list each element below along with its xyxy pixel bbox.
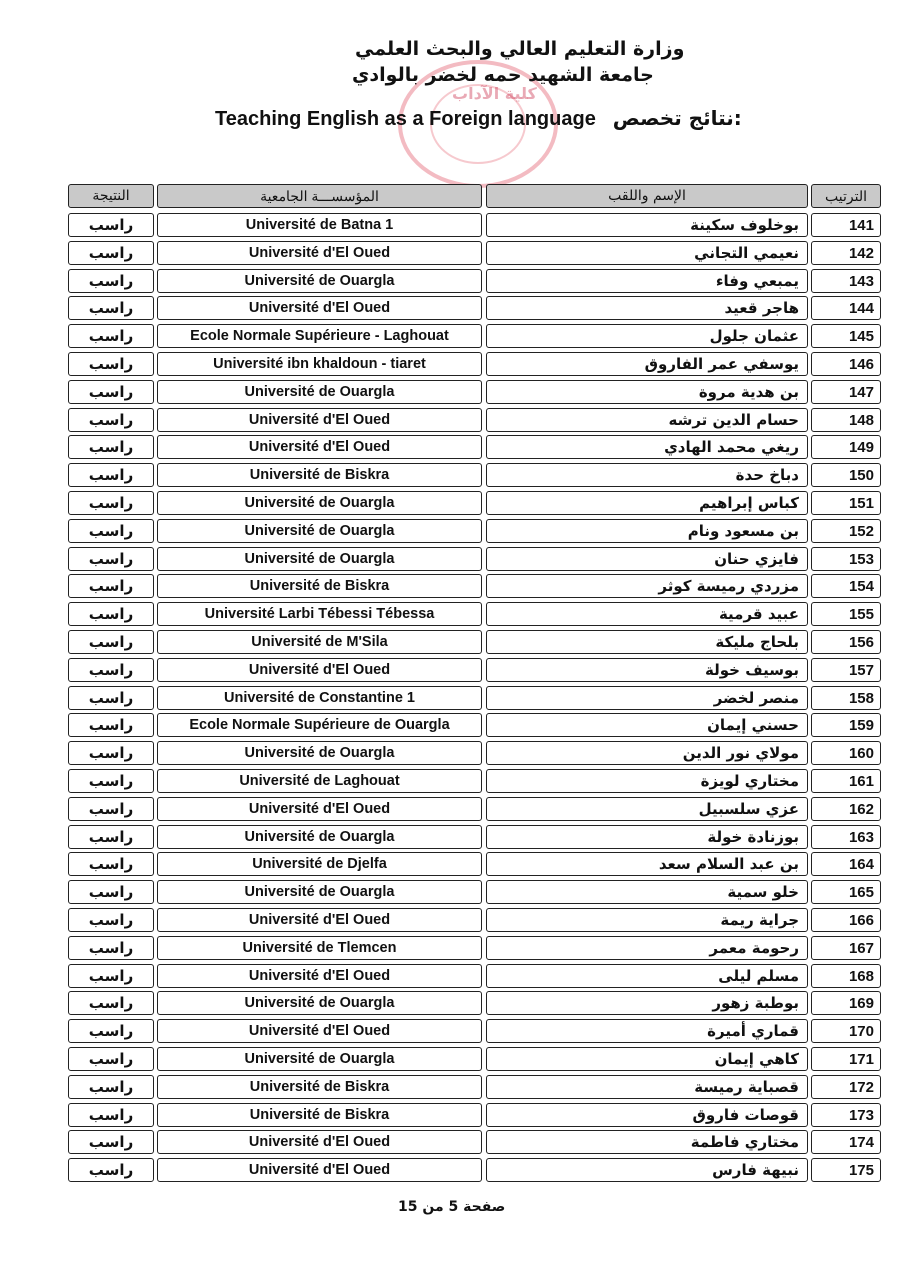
university-heading: جامعة الشهيد حمه لخضر بالوادي	[352, 64, 654, 86]
cell-name: منصر لخضر	[486, 686, 808, 710]
cell-rank: 150	[811, 463, 881, 487]
cell-institution: Université de Ouargla	[157, 547, 482, 571]
cell-name: ريغي محمد الهادي	[486, 435, 808, 459]
table-row	[0, 269, 899, 293]
cell-institution: Université d'El Oued	[157, 1158, 482, 1182]
stamp-text: كلية الآداب	[452, 84, 537, 103]
cell-result: راسب	[68, 324, 154, 348]
cell-name: مسلم ليلى	[486, 964, 808, 988]
cell-institution: Université de Ouargla	[157, 991, 482, 1015]
cell-rank: 166	[811, 908, 881, 932]
table-row	[0, 797, 899, 821]
cell-name: فايزي حنان	[486, 547, 808, 571]
cell-name: يوسفي عمر الفاروق	[486, 352, 808, 376]
table-row	[0, 630, 899, 654]
cell-result: راسب	[68, 1103, 154, 1127]
cell-institution: Université de Ouargla	[157, 825, 482, 849]
table-row	[0, 825, 899, 849]
cell-result: راسب	[68, 213, 154, 237]
cell-result: راسب	[68, 435, 154, 459]
cell-result: راسب	[68, 269, 154, 293]
cell-rank: 154	[811, 574, 881, 598]
cell-name: كباس إبراهيم	[486, 491, 808, 515]
table-row	[0, 1047, 899, 1071]
ministry-heading: وزارة التعليم العالي والبحث العلمي	[355, 38, 685, 60]
cell-result: راسب	[68, 296, 154, 320]
cell-result: راسب	[68, 797, 154, 821]
cell-rank: 156	[811, 630, 881, 654]
cell-rank: 155	[811, 602, 881, 626]
cell-rank: 164	[811, 852, 881, 876]
cell-result: راسب	[68, 658, 154, 682]
cell-rank: 145	[811, 324, 881, 348]
table-row	[0, 880, 899, 904]
cell-rank: 151	[811, 491, 881, 515]
cell-rank: 174	[811, 1130, 881, 1154]
cell-rank: 165	[811, 880, 881, 904]
cell-name: قماري أميرة	[486, 1019, 808, 1043]
cell-institution: Université de M'Sila	[157, 630, 482, 654]
cell-institution: Université de Ouargla	[157, 269, 482, 293]
cell-result: راسب	[68, 547, 154, 571]
table-row	[0, 1103, 899, 1127]
cell-name: بوخلوف سكينة	[486, 213, 808, 237]
cell-result: راسب	[68, 1019, 154, 1043]
cell-result: راسب	[68, 602, 154, 626]
cell-name: جراية ريمة	[486, 908, 808, 932]
table-row	[0, 463, 899, 487]
cell-institution: Université d'El Oued	[157, 408, 482, 432]
cell-institution: Université d'El Oued	[157, 658, 482, 682]
table-row	[0, 741, 899, 765]
cell-name: كاهي إيمان	[486, 1047, 808, 1071]
cell-institution: Université de Tlemcen	[157, 936, 482, 960]
cell-name: قصباية رميسة	[486, 1075, 808, 1099]
cell-rank: 170	[811, 1019, 881, 1043]
cell-name: نبيهة فارس	[486, 1158, 808, 1182]
cell-rank: 172	[811, 1075, 881, 1099]
table-row	[0, 658, 899, 682]
cell-result: راسب	[68, 1075, 154, 1099]
table-row	[0, 936, 899, 960]
cell-result: راسب	[68, 463, 154, 487]
cell-institution: Université de Biskra	[157, 1075, 482, 1099]
cell-name: مختاري لويزة	[486, 769, 808, 793]
cell-rank: 171	[811, 1047, 881, 1071]
cell-result: راسب	[68, 852, 154, 876]
cell-institution: Université de Laghouat	[157, 769, 482, 793]
cell-institution: Ecole Normale Supérieure de Ouargla	[157, 713, 482, 737]
table-row	[0, 713, 899, 737]
table-row	[0, 908, 899, 932]
table-row	[0, 213, 899, 237]
column-header-result: النتيجة	[68, 184, 154, 208]
cell-name: نعيمي التجاني	[486, 241, 808, 265]
page-number: صفحة 5 من 15	[398, 1199, 506, 1215]
cell-result: راسب	[68, 825, 154, 849]
cell-institution: Université d'El Oued	[157, 296, 482, 320]
cell-result: راسب	[68, 991, 154, 1015]
cell-name: عبيد قرمية	[486, 602, 808, 626]
cell-rank: 162	[811, 797, 881, 821]
table-header	[0, 184, 899, 208]
cell-rank: 173	[811, 1103, 881, 1127]
table-row	[0, 519, 899, 543]
table-row	[0, 574, 899, 598]
cell-result: راسب	[68, 713, 154, 737]
cell-rank: 160	[811, 741, 881, 765]
cell-name: مختاري فاطمة	[486, 1130, 808, 1154]
cell-result: راسب	[68, 769, 154, 793]
cell-result: راسب	[68, 686, 154, 710]
cell-result: راسب	[68, 936, 154, 960]
table-row	[0, 352, 899, 376]
cell-name: رحومة معمر	[486, 936, 808, 960]
cell-rank: 158	[811, 686, 881, 710]
cell-rank: 146	[811, 352, 881, 376]
cell-institution: Université de Ouargla	[157, 491, 482, 515]
cell-result: راسب	[68, 1130, 154, 1154]
cell-institution: Université de Constantine 1	[157, 686, 482, 710]
table-row	[0, 380, 899, 404]
cell-rank: 161	[811, 769, 881, 793]
table-row	[0, 547, 899, 571]
table-row	[0, 1075, 899, 1099]
cell-result: راسب	[68, 880, 154, 904]
cell-institution: Université de Ouargla	[157, 880, 482, 904]
specialty-name: Teaching English as a Foreign language	[215, 108, 596, 130]
results-label: نتائج تخصص:	[612, 106, 742, 130]
cell-result: راسب	[68, 491, 154, 515]
table-row	[0, 769, 899, 793]
cell-institution: Université de Batna 1	[157, 213, 482, 237]
cell-name: بن هدية مروة	[486, 380, 808, 404]
cell-rank: 159	[811, 713, 881, 737]
cell-result: راسب	[68, 741, 154, 765]
table-row	[0, 1019, 899, 1043]
cell-result: راسب	[68, 574, 154, 598]
cell-rank: 175	[811, 1158, 881, 1182]
cell-name: دباخ حدة	[486, 463, 808, 487]
cell-institution: Université de Ouargla	[157, 519, 482, 543]
cell-rank: 169	[811, 991, 881, 1015]
cell-name: مزردي رميسة كوثر	[486, 574, 808, 598]
cell-name: بلحاج مليكة	[486, 630, 808, 654]
cell-institution: Université d'El Oued	[157, 964, 482, 988]
cell-result: راسب	[68, 519, 154, 543]
cell-rank: 143	[811, 269, 881, 293]
cell-institution: Université de Biskra	[157, 463, 482, 487]
cell-result: راسب	[68, 352, 154, 376]
cell-name: بن مسعود ونام	[486, 519, 808, 543]
table-row	[0, 1130, 899, 1154]
cell-result: راسب	[68, 964, 154, 988]
cell-institution: Université de Ouargla	[157, 1047, 482, 1071]
table-row	[0, 991, 899, 1015]
table-row	[0, 241, 899, 265]
cell-name: يمبعي وفاء	[486, 269, 808, 293]
cell-name: هاجر قعيد	[486, 296, 808, 320]
cell-result: راسب	[68, 908, 154, 932]
table-row	[0, 491, 899, 515]
cell-result: راسب	[68, 380, 154, 404]
cell-institution: Université d'El Oued	[157, 241, 482, 265]
cell-rank: 152	[811, 519, 881, 543]
cell-name: مولاي نور الدين	[486, 741, 808, 765]
cell-institution: Université d'El Oued	[157, 435, 482, 459]
cell-name: بوزنادة خولة	[486, 825, 808, 849]
cell-rank: 149	[811, 435, 881, 459]
cell-rank: 141	[811, 213, 881, 237]
cell-institution: Université de Djelfa	[157, 852, 482, 876]
table-row	[0, 852, 899, 876]
cell-result: راسب	[68, 241, 154, 265]
cell-name: حسام الدين ترشه	[486, 408, 808, 432]
cell-rank: 142	[811, 241, 881, 265]
table-row	[0, 686, 899, 710]
table-row	[0, 964, 899, 988]
cell-institution: Ecole Normale Supérieure - Laghouat	[157, 324, 482, 348]
table-row	[0, 408, 899, 432]
table-row	[0, 324, 899, 348]
cell-rank: 144	[811, 296, 881, 320]
cell-result: راسب	[68, 1158, 154, 1182]
cell-rank: 163	[811, 825, 881, 849]
cell-rank: 168	[811, 964, 881, 988]
cell-rank: 148	[811, 408, 881, 432]
cell-result: راسب	[68, 630, 154, 654]
cell-institution: Université ibn khaldoun - tiaret	[157, 352, 482, 376]
cell-name: بن عبد السلام سعد	[486, 852, 808, 876]
cell-institution: Université de Biskra	[157, 574, 482, 598]
cell-name: بوطبة زهور	[486, 991, 808, 1015]
cell-rank: 147	[811, 380, 881, 404]
cell-name: عزي سلسبيل	[486, 797, 808, 821]
cell-institution: Université d'El Oued	[157, 1019, 482, 1043]
specialty-title	[215, 106, 742, 131]
table-row	[0, 296, 899, 320]
cell-name: بوسيف خولة	[486, 658, 808, 682]
cell-name: عثمان جلول	[486, 324, 808, 348]
column-header-name: الإسم واللقب	[486, 184, 808, 208]
cell-rank: 157	[811, 658, 881, 682]
cell-result: راسب	[68, 1047, 154, 1071]
cell-institution: Université Larbi Tébessi Tébessa	[157, 602, 482, 626]
cell-name: قوصات فاروق	[486, 1103, 808, 1127]
table-row	[0, 435, 899, 459]
cell-institution: Université d'El Oued	[157, 908, 482, 932]
cell-institution: Université de Ouargla	[157, 380, 482, 404]
column-header-rank: الترتيب	[811, 184, 881, 208]
cell-name: حسني إيمان	[486, 713, 808, 737]
cell-institution: Université d'El Oued	[157, 797, 482, 821]
cell-institution: Université d'El Oued	[157, 1130, 482, 1154]
cell-institution: Université de Ouargla	[157, 741, 482, 765]
cell-rank: 167	[811, 936, 881, 960]
column-header-institution: المؤسســـة الجامعية	[157, 184, 482, 208]
table-row	[0, 1158, 899, 1182]
cell-rank: 153	[811, 547, 881, 571]
cell-name: خلو سمية	[486, 880, 808, 904]
cell-result: راسب	[68, 408, 154, 432]
table-row	[0, 602, 899, 626]
cell-institution: Université de Biskra	[157, 1103, 482, 1127]
